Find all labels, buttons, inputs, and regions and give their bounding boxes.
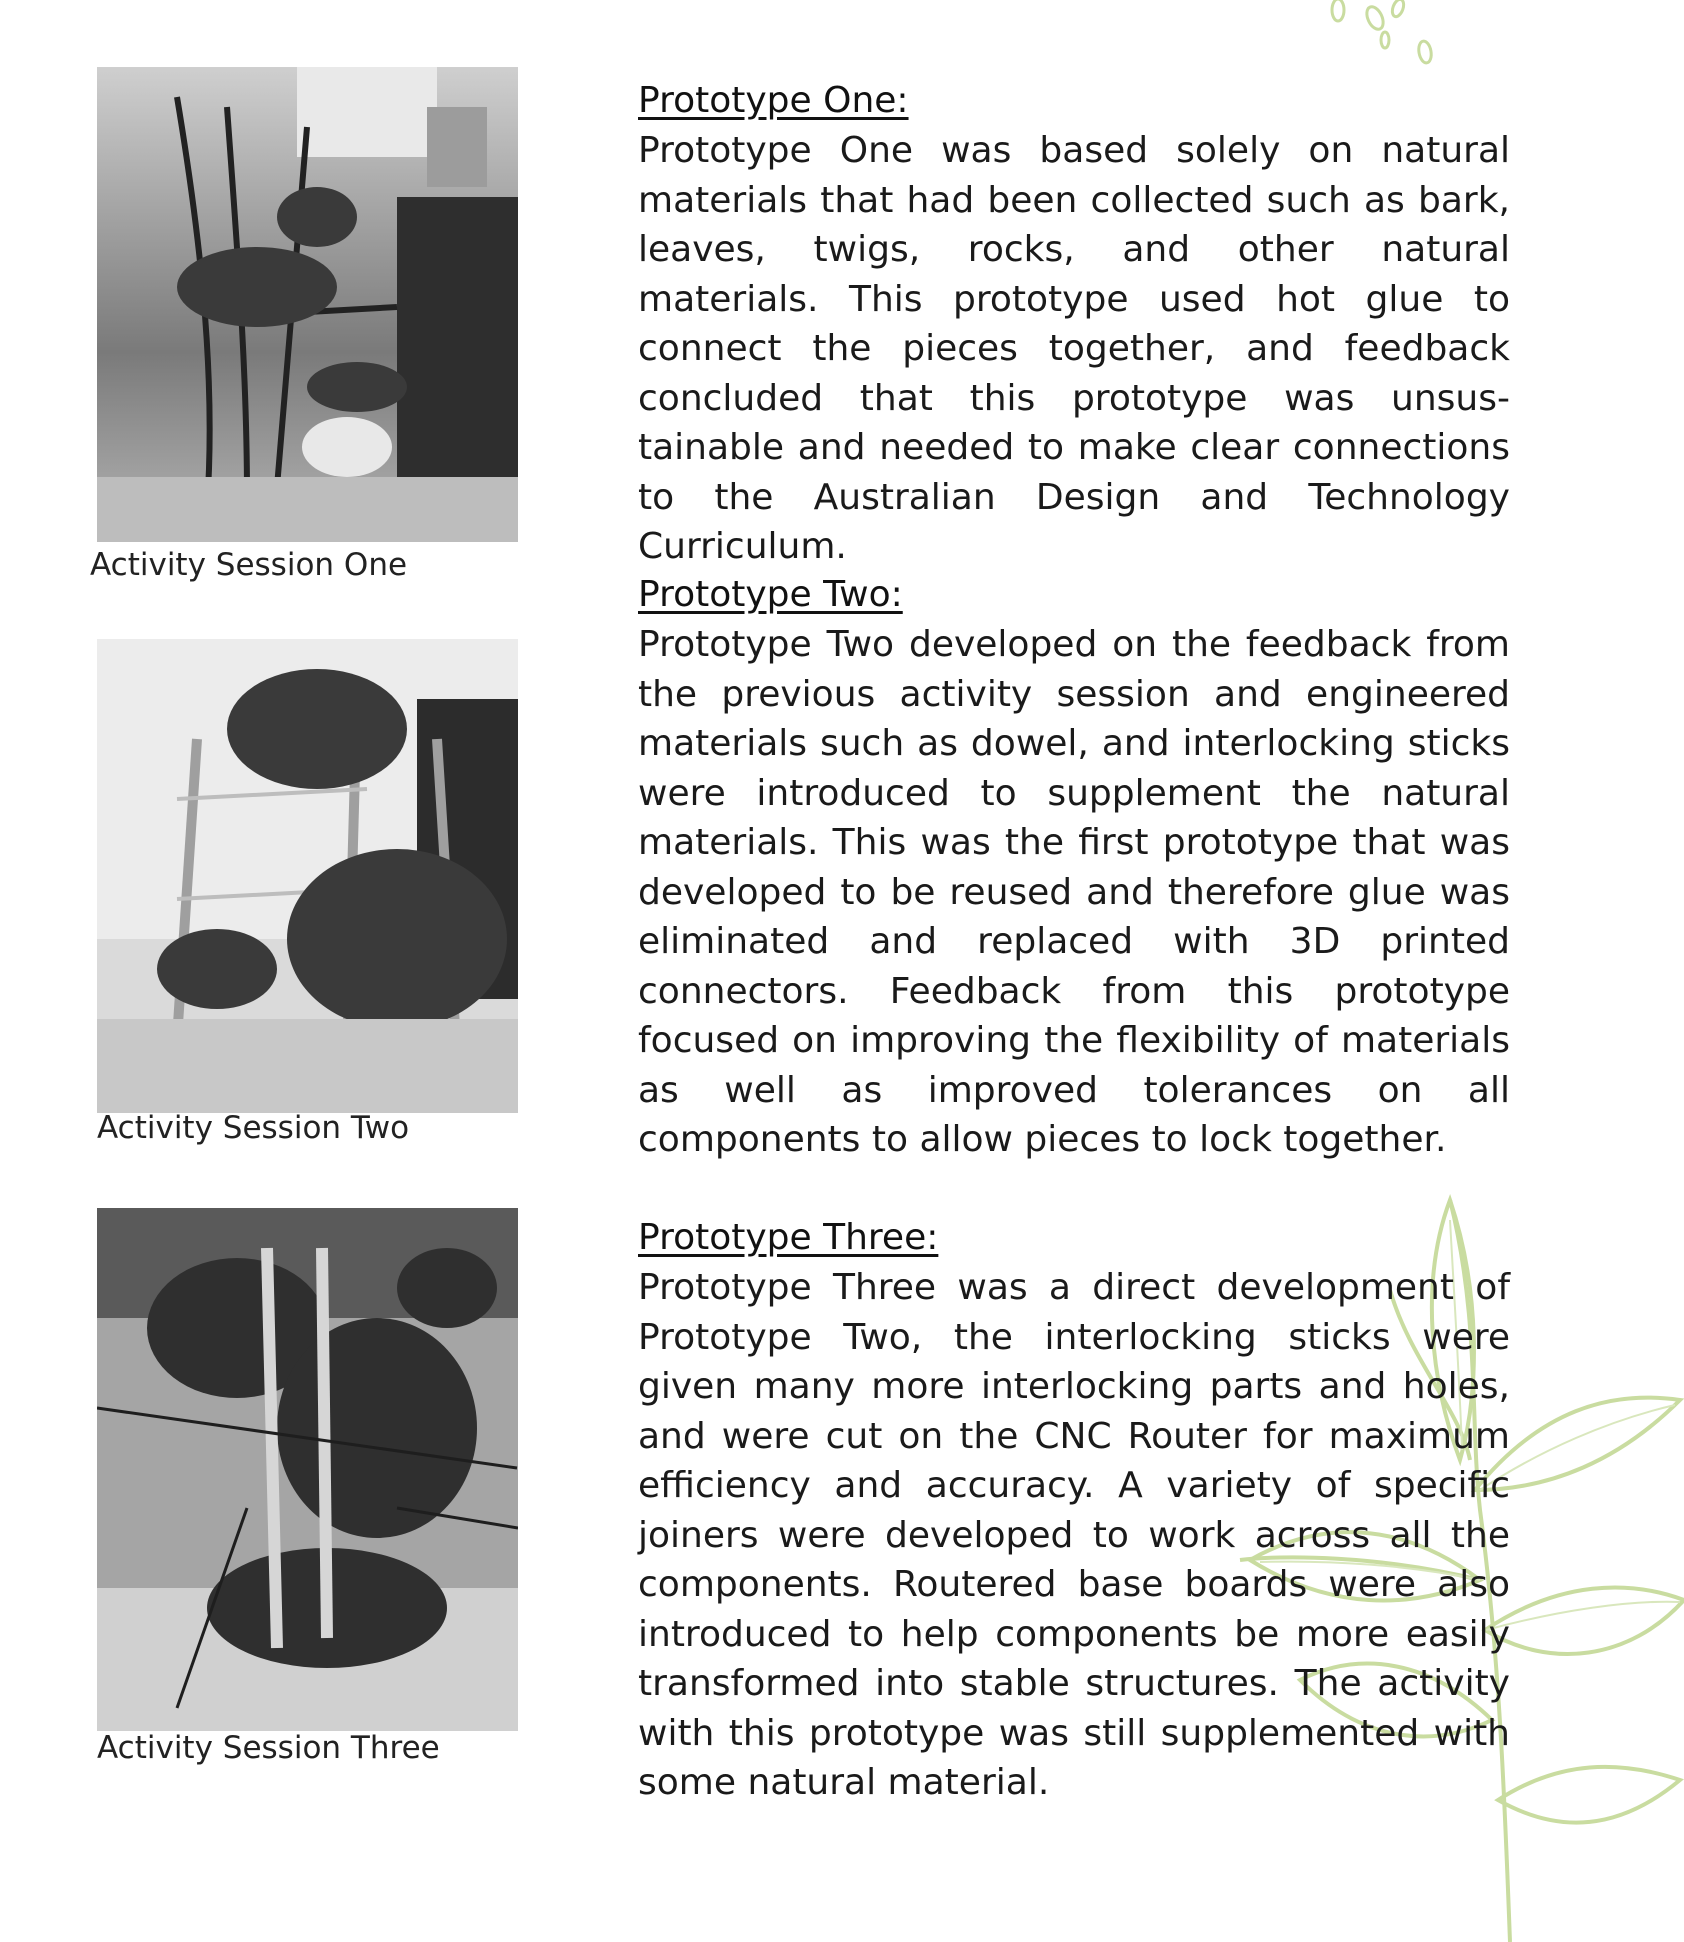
activity-session-three-caption: Activity Session Three <box>97 1730 440 1766</box>
prototype-three-heading: Prototype Three: <box>638 1217 939 1258</box>
activity-session-two-caption: Activity Session Two <box>97 1110 410 1146</box>
activity-session-three-photo <box>97 1208 518 1731</box>
activity-session-one-caption: Activity Session One <box>90 547 408 583</box>
prototype-two-body: Prototype Two developed on the feedback from the previous activity session and engineered materials such as dowel, and interlocking sticks were introduced to supplement the natural materials. This was the first prototype that was developed to be reused and therefore glue was eliminated and replaced with 3D printed connectors. Feedback from this prototype focused on improving the flexibility of materials as well as improved tolerances on all components to allow pieces to lock together. <box>638 624 1510 1160</box>
prototype-two-heading: Prototype Two: <box>638 574 903 615</box>
prototype-one-section <box>638 76 1510 572</box>
prototype-one-body: Prototype One was based solely on natural materials that had been collected such as bark, leaves, twigs, rocks, and other natural materials. This prototype used hot glue to connect the pieces together, and feedback concluded that this prototype was unsustainable and needed to make clear connections to the Australian Design and Technology Curriculum. <box>638 130 1510 567</box>
prototype-three-body: Prototype Three was a direct development of Prototype Two, the interlocking sticks were given many more interlocking parts and holes, and were cut on the CNC Router for maximum efficiency and accuracy. A variety of specific joiners were developed to work across all the components. Routered base boards were also introduced to help components be more easily transformed into stable structures. The activity with this prototype was still supplemented with some natural material. <box>638 1267 1510 1803</box>
prototype-two-section <box>638 570 1510 1165</box>
activity-session-two-photo <box>97 639 518 1113</box>
activity-session-one-photo <box>97 67 518 542</box>
prototype-one-heading: Prototype One: <box>638 80 909 121</box>
prototype-three-section <box>638 1213 1510 1808</box>
leaf-decoration-top-icon <box>1320 0 1450 80</box>
